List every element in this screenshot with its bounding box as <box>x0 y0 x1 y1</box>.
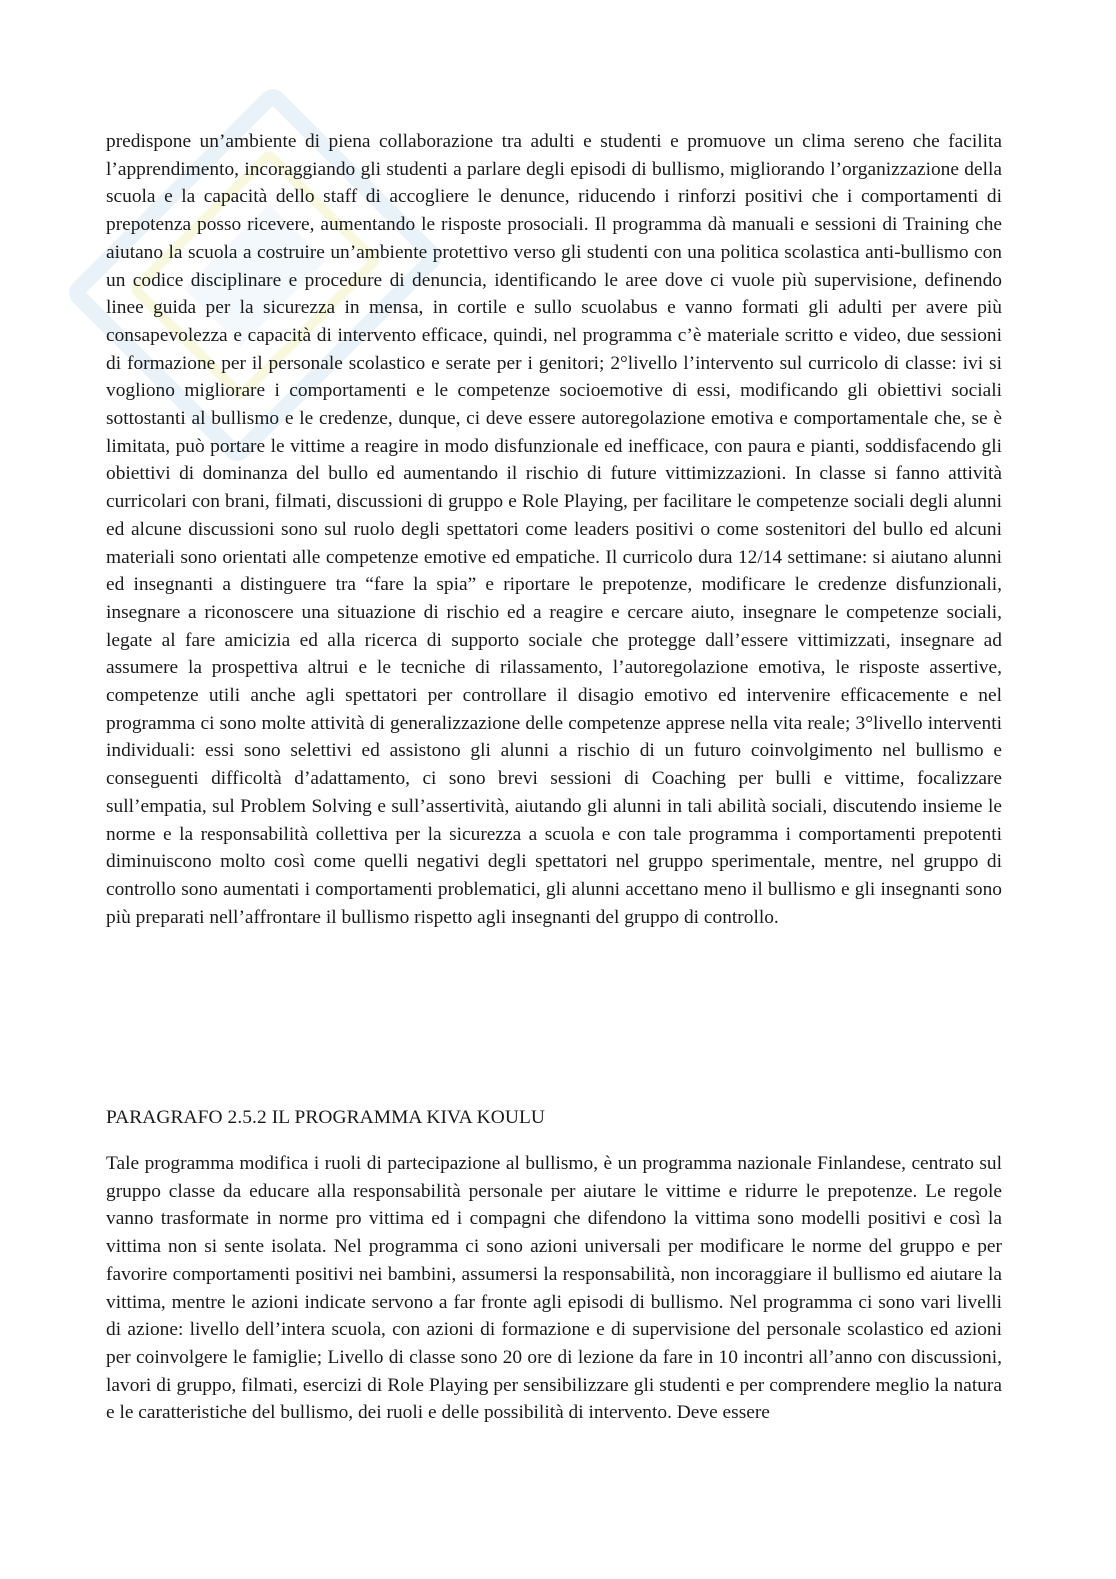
document-page <box>106 128 1002 1424</box>
section-heading: PARAGRAFO 2.5.2 IL PROGRAMMA KIVA KOULU <box>106 1107 546 1128</box>
body-paragraph-1: predispone un’ambiente di piena collaborazione tra adulti e studenti e promuove un clima sereno che facilita l’apprendimento, incoraggiando gli studenti a parlare degli episodi di bullismo, migliorando l’organizzazione della scuola e la capacità dello staff di accogliere le denunce, riducendo i rinforzi positivi che i comportamenti di prepotenza posso ricevere, aumentando le risposte prosociali. Il programma dà manuali e sessioni di Training che aiutano la scuola a costruire un’ambiente protettivo verso gli studenti con una politica scolastica anti-bullismo con un codice disciplinare e procedure di denuncia, identificando le aree dove ci vuole più supervisione, definendo linee guida per la sicurezza in mensa, in cortile e sullo scuolabus e vanno formati gli adulti per avere più consapevolezza e capacità di intervento efficace, quindi, nel programma c’è materiale scritto e video, due sessioni di formazione per il personale scolastico e serate per i genitori; 2°livello l’intervento sul curricolo di classe: ivi si vogliono migliorare i comportamenti e le competenze socioemotive di essi, modificando gli obiettivi sociali sottostanti al bullismo e le credenze, dunque, ci deve essere autoregolazione emotiva e comportamentale che, se è limitata, può portare le vittime a reagire in modo disfunzionale ed inefficace, con paura e pianti, soddisfacendo gli obiettivi di dominanza del bullo ed aumentando il rischio di future vittimizzazioni. In classe si fanno attività curricolari con brani, filmati, discussioni di gruppo e Role Playing, per facilitare le competenze sociali degli alunni ed alcune discussioni sono sul ruolo degli spettatori come leaders positivi o come sostenitori del bullo ed alcuni materiali sono orientati alle competenze emotive ed empatiche. Il curricolo dura 12/14 settimane: si aiutano alunni ed insegnanti a distinguere tra “fare la spia” e riportare le prepotenze, modificare le credenze disfunzionali, insegnare a riconoscere una situazione di rischio ed a reagire e cercare aiuto, insegnare le competenze sociali, legate al fare amicizia ed alla ricerca di supporto sociale che protegge dall’essere vittimizzati, insegnare ad assumere la prospettiva altrui e le tecniche di rilassamento, l’autoregolazione emotiva, le risposte assertive, competenze utili anche agli spettatori per controllare il disagio emotivo ed intervenire efficacemente e nel programma ci sono molte attività di generalizzazione delle competenze apprese nella vita reale; 3°livello interventi individuali: essi sono selettivi ed assistono gli alunni a rischio di un futuro coinvolgimento nel bullismo e conseguenti difficoltà d’adattamento, ci sono brevi sessioni di Coaching per bulli e vittime, focalizzare sull’empatia, sul Problem Solving e sull’assertività, aiutando gli alunni in tali abilità sociali, discutendo insieme le norme e la responsabilità collettiva per la sicurezza a scuola e con tale programma i comportamenti prepotenti diminuiscono molto così come quelli negativi degli spettatori nel gruppo sperimentale, mentre, nel gruppo di controllo sono aumentati i comportamenti problematici, gli alunni accettano meno il bullismo e gli insegnanti sono più preparati nell’affrontare il bullismo rispetto agli insegnanti del gruppo di controllo. <box>106 131 1002 928</box>
body-paragraph-2: Tale programma modifica i ruoli di partecipazione al bullismo, è un programma nazionale Finlandese, centrato sul gruppo classe da educare alla responsabilità personale per aiutare le vittime e ridurre le prepotenze. Le regole vanno trasformate in norme pro vittima ed i compagni che difendono la vittima sono modelli positivi e così la vittima non si sente isolata. Nel programma ci sono azioni universali per modificare le norme del gruppo e per favorire comportamenti positivi nei bambini, assumersi la responsabilità, non incoraggiare il bullismo ed aiutare la vittima, mentre le azioni indicate servono a far fronte agli episodi di bullismo. Nel programma ci sono vari livelli di azione: livello dell’intera scuola, con azioni di formazione e di supervisione del personale scolastico ed azioni per coinvolgere le famiglie; Livello di classe sono 20 ore di lezione da fare in 10 incontri all’anno con discussioni, lavori di gruppo, filmati, esercizi di Role Playing per sensibilizzare gli studenti e per comprendere meglio la natura e le caratteristiche del bullismo, dei ruoli e delle possibilità di intervento. Deve essere <box>106 1153 1002 1424</box>
